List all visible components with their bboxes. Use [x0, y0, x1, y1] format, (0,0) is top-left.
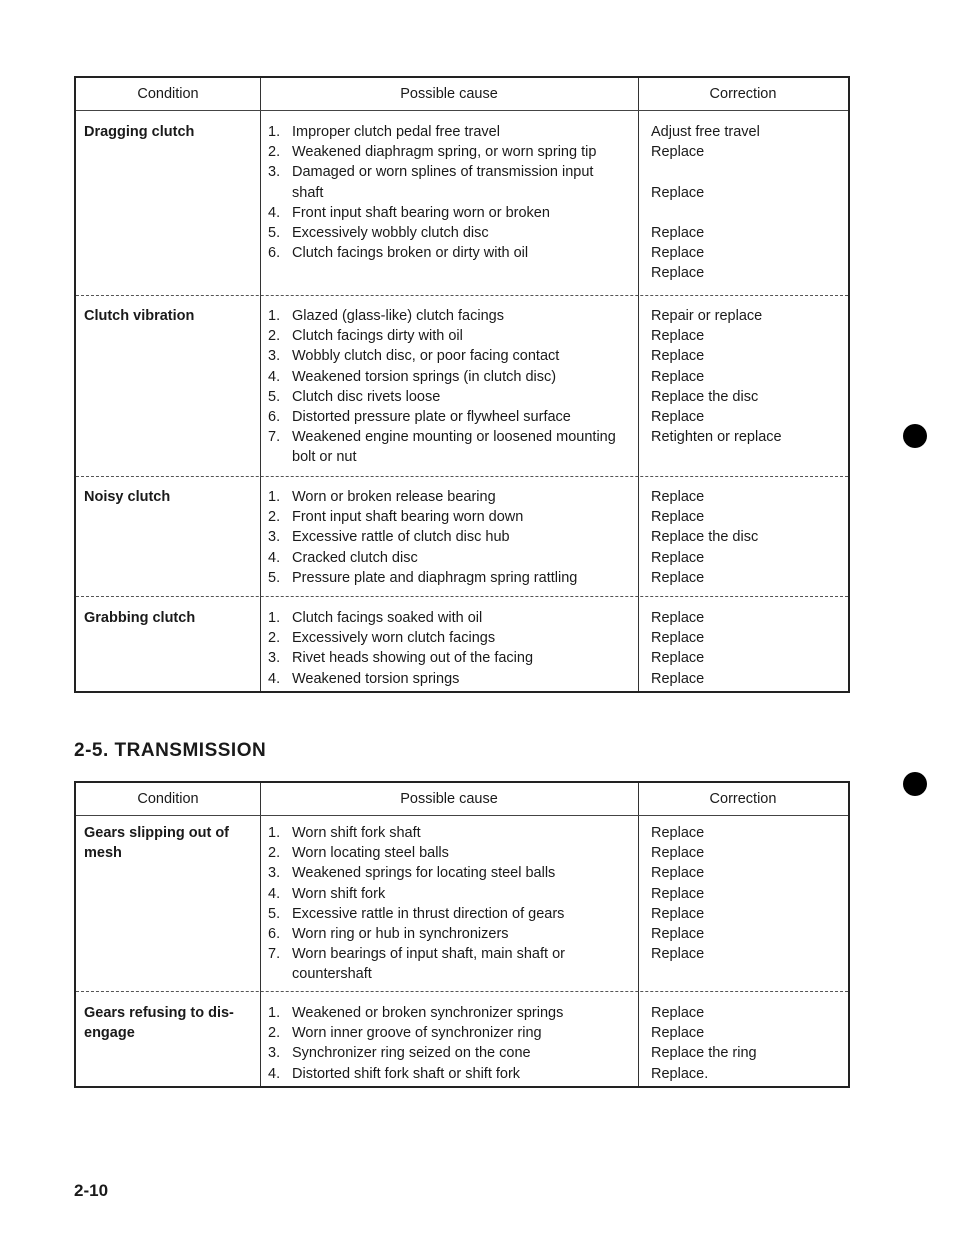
cause-item: 1. Worn shift fork shaft [268, 825, 421, 841]
binder-hole-icon [903, 772, 927, 796]
condition-cell: Noisy clutch [84, 489, 171, 505]
correction-item: Replace [651, 368, 705, 385]
correction-item: Replace [651, 610, 705, 626]
cause-item: 6. Worn ring or hub in synchronizers [268, 926, 509, 943]
cause-item: 5. Clutch disc rivets loose [268, 388, 441, 405]
cause-item: 5. Excessive rattle in thrust direction of gears [268, 905, 565, 922]
correction-item: Replace [651, 348, 705, 365]
cause-list [268, 823, 623, 985]
row-divider [76, 596, 848, 597]
cause-item: 7. Worn bearings of input shaft, main shaft or countershaft [268, 946, 565, 983]
condition-cell: Grabbing clutch [84, 610, 196, 626]
correction-list [651, 608, 846, 689]
cause-item: 1. Clutch facings soaked with oil [268, 610, 483, 626]
cause-list [268, 1003, 623, 1084]
correction-item: Replace [651, 926, 705, 943]
cause-item: 4. Weakened torsion springs [268, 670, 460, 687]
correction-list [651, 122, 846, 284]
table-header [76, 783, 848, 816]
correction-item: Replace the disc [651, 529, 759, 546]
cause-item: 3. Synchronizer ring seized on the cone [268, 1045, 531, 1062]
row-divider [76, 991, 848, 992]
page-number: 2-10 [74, 1181, 109, 1200]
correction-item: Adjust free travel [651, 124, 760, 140]
correction-item: Replace the disc [651, 388, 759, 405]
cause-item: 6. Clutch facings broken or dirty with oil [268, 245, 529, 262]
section-title: 2-5. TRANSMISSION [74, 740, 267, 761]
correction-item: Replace [651, 245, 705, 262]
condition-cell: Gears slipping out of mesh [84, 825, 230, 861]
correction-item: Replace [651, 569, 705, 586]
transmission-troubleshooting-table [74, 781, 850, 1088]
cause-item: 3. Damaged or worn splines of transmission input shaft [268, 164, 594, 201]
cause-item: 1. Improper clutch pedal free travel [268, 124, 500, 140]
correction-item: Replace [651, 905, 705, 922]
correction-item [651, 203, 846, 223]
cause-list [268, 306, 623, 468]
correction-item: Replace [651, 409, 705, 426]
correction-item: Replace [651, 845, 705, 862]
condition-cell: Gears refusing to dis-engage [84, 1005, 234, 1041]
cause-item: 3. Wobbly clutch disc, or poor facing contact [268, 348, 560, 365]
correction-item: Replace [651, 885, 705, 902]
correction-item: Replace [651, 225, 705, 242]
header-correction: Correction [709, 86, 777, 102]
cause-item: 1. Worn or broken release bearing [268, 489, 496, 505]
cause-item: 2. Worn locating steel balls [268, 845, 449, 862]
header-condition: Condition [137, 791, 199, 807]
cause-list [268, 487, 623, 588]
correction-item: Replace [651, 549, 705, 566]
cause-item: 4. Weakened torsion springs (in clutch disc) [268, 368, 557, 385]
correction-item: Replace [651, 630, 705, 647]
table-header [76, 78, 848, 111]
correction-item: Replace [651, 144, 705, 161]
cause-list [268, 122, 623, 263]
correction-list [651, 487, 846, 588]
clutch-troubleshooting-table [74, 76, 850, 693]
correction-item: Replace [651, 825, 705, 841]
correction-item: Replace the ring [651, 1045, 757, 1062]
cause-list [268, 608, 623, 689]
cause-item: 4. Worn shift fork [268, 885, 386, 902]
cause-item: 2. Front input shaft bearing worn down [268, 509, 524, 526]
correction-list [651, 823, 846, 964]
cause-item: 1. Weakened or broken synchronizer springs [268, 1005, 564, 1021]
cause-item: 4. Distorted shift fork shaft or shift fork [268, 1065, 521, 1082]
correction-item: Replace [651, 265, 705, 282]
header-condition: Condition [137, 86, 199, 102]
condition-cell: Clutch vibration [84, 308, 195, 324]
correction-item: Replace [651, 1005, 705, 1021]
header-correction: Correction [709, 791, 777, 807]
correction-item: Replace [651, 946, 705, 963]
binder-hole-icon [903, 424, 927, 448]
cause-item: 7. Weakened engine mounting or loosened mounting bolt or nut [268, 429, 616, 466]
cause-item: 4. Cracked clutch disc [268, 549, 418, 566]
correction-item: Replace [651, 184, 705, 201]
correction-item: Replace [651, 670, 705, 687]
cause-item: 6. Distorted pressure plate or flywheel surface [268, 409, 571, 426]
correction-item: Replace [651, 650, 705, 667]
header-possible-cause: Possible cause [400, 86, 498, 102]
correction-item: Replace. [651, 1065, 709, 1082]
correction-list [651, 1003, 846, 1084]
cause-item: 2. Weakened diaphragm spring, or worn spring tip [268, 144, 597, 161]
cause-item: 3. Rivet heads showing out of the facing [268, 650, 534, 667]
correction-item: Replace [651, 328, 705, 345]
correction-item: Replace [651, 865, 705, 882]
header-possible-cause: Possible cause [400, 791, 498, 807]
cause-item: 2. Excessively worn clutch facings [268, 630, 496, 647]
correction-item: Retighten or replace [651, 429, 782, 446]
cause-item: 2. Clutch facings dirty with oil [268, 328, 463, 345]
cause-item: 5. Pressure plate and diaphragm spring rattling [268, 569, 578, 586]
condition-cell: Dragging clutch [84, 124, 195, 140]
cause-item: 3. Excessive rattle of clutch disc hub [268, 529, 510, 546]
correction-item: Repair or replace [651, 308, 763, 324]
correction-item: Replace [651, 1025, 705, 1042]
row-divider [76, 476, 848, 477]
cause-item: 1. Glazed (glass-like) clutch facings [268, 308, 504, 324]
cause-item: 2. Worn inner groove of synchronizer ring [268, 1025, 542, 1042]
correction-item: Replace [651, 509, 705, 526]
correction-list [651, 306, 846, 447]
row-divider [76, 295, 848, 296]
cause-item: 5. Excessively wobbly clutch disc [268, 225, 489, 242]
correction-item [651, 162, 846, 182]
correction-item: Replace [651, 489, 705, 505]
cause-item: 3. Weakened springs for locating steel balls [268, 865, 556, 882]
cause-item: 4. Front input shaft bearing worn or broken [268, 204, 550, 221]
